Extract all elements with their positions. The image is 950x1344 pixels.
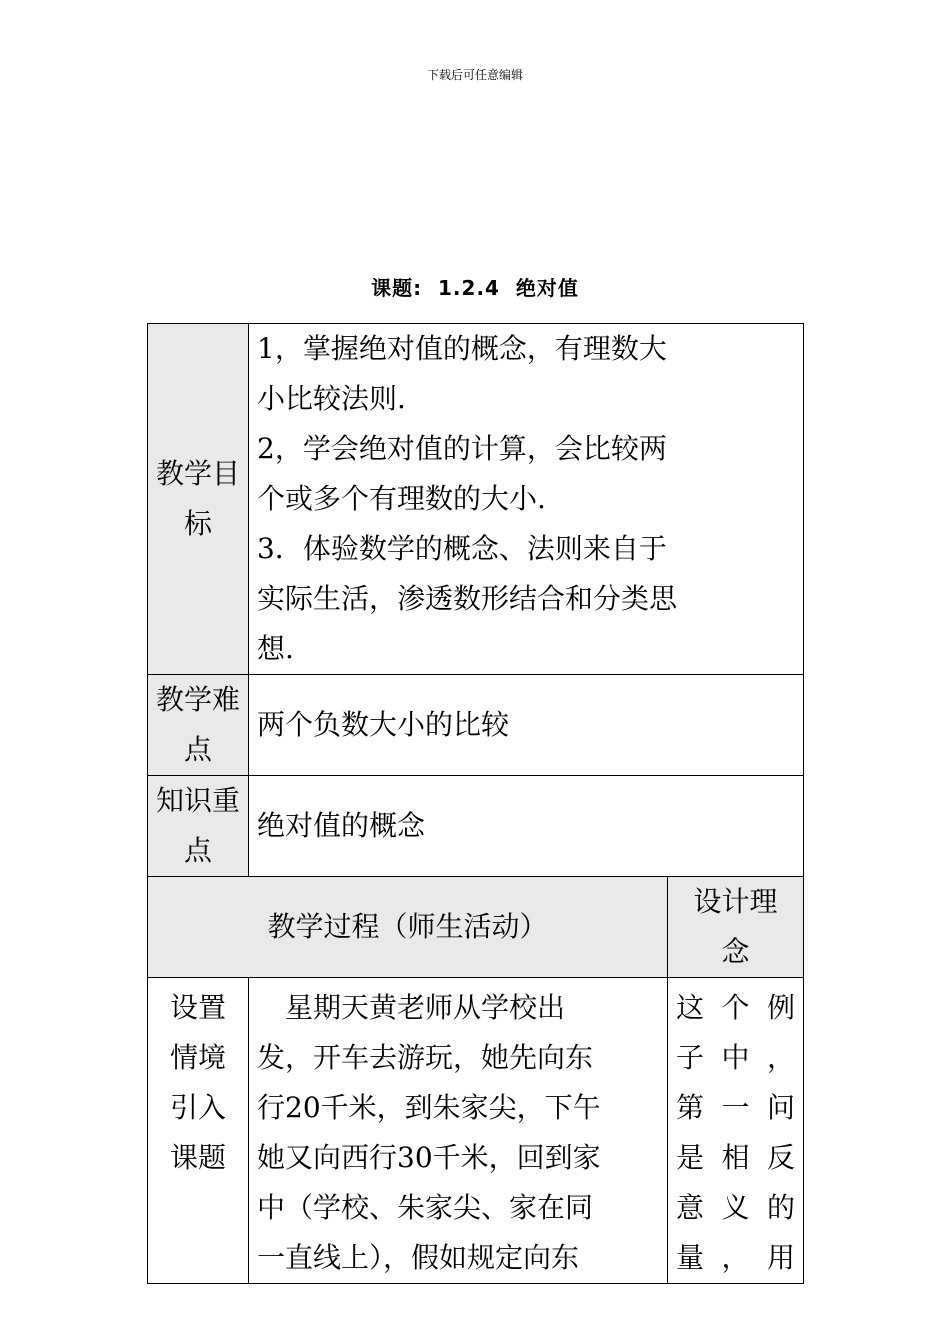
intro-body-line: 行20千米，到朱家尖，下午 [257,1091,601,1124]
goal-line: 想. [257,632,294,665]
header-note: 下载后可任意编辑 [426,68,523,82]
intro-label-line: 课题 [169,1141,226,1174]
intro-body-line: 中（学校、朱家尖、家在同 [257,1191,594,1224]
intro-label-line: 设置 [169,991,226,1024]
difficulty-value: 两个负数大小的比较 [249,675,804,776]
design-note-line: 子中， [676,1041,795,1074]
design-note-line: 意义的 [676,1191,795,1224]
intro-body-line: 星期天黄老师从学校出 [257,991,566,1024]
goals-content [249,324,804,675]
design-note-line: 是相反 [676,1141,795,1174]
difficulty-row [148,675,804,776]
goal-line: 个或多个有理数的大小. [257,482,546,515]
design-note-line: 这个例 [676,991,795,1024]
lesson-plan-table [147,323,804,1284]
intro-body [249,978,668,1284]
intro-body-line: 一直线上），假如规定向东 [257,1241,580,1274]
goal-line: 实际生活，渗透数形结合和分类思 [257,582,678,615]
goal-line: 小比较法则. [257,382,406,415]
process-header-row [148,877,804,978]
goals-row [148,324,804,675]
difficulty-label: 教学难点 [148,675,249,776]
goals-label: 教学目标 [148,324,249,675]
design-header [668,877,804,978]
intro-design-note [668,978,804,1284]
design-header-line: 念 [721,935,750,968]
intro-label-line: 情境 [169,1041,226,1074]
design-note-line: 量，用 [676,1241,795,1274]
key-point-label: 知识重点 [148,776,249,877]
document-title: 课题: 1.2.4 绝对值 [371,276,579,300]
process-header: 教学过程（师生活动） [148,877,668,978]
goal-line: 2，学会绝对值的计算，会比较两 [257,432,667,465]
intro-label [148,978,249,1284]
key-point-row [148,776,804,877]
intro-row [148,978,804,1284]
design-note-line: 第一问 [676,1091,795,1124]
goal-line: 3．体验数学的概念、法则来自于 [257,532,667,565]
intro-label-line: 引入 [169,1091,226,1124]
intro-body-line: 她又向西行30千米，回到家 [257,1141,601,1174]
design-header-line: 设计理 [693,885,778,918]
goal-line: 1，掌握绝对值的概念，有理数大 [257,332,667,365]
key-point-value: 绝对值的概念 [249,776,804,877]
intro-body-line: 发，开车去游玩，她先向东 [257,1041,594,1074]
